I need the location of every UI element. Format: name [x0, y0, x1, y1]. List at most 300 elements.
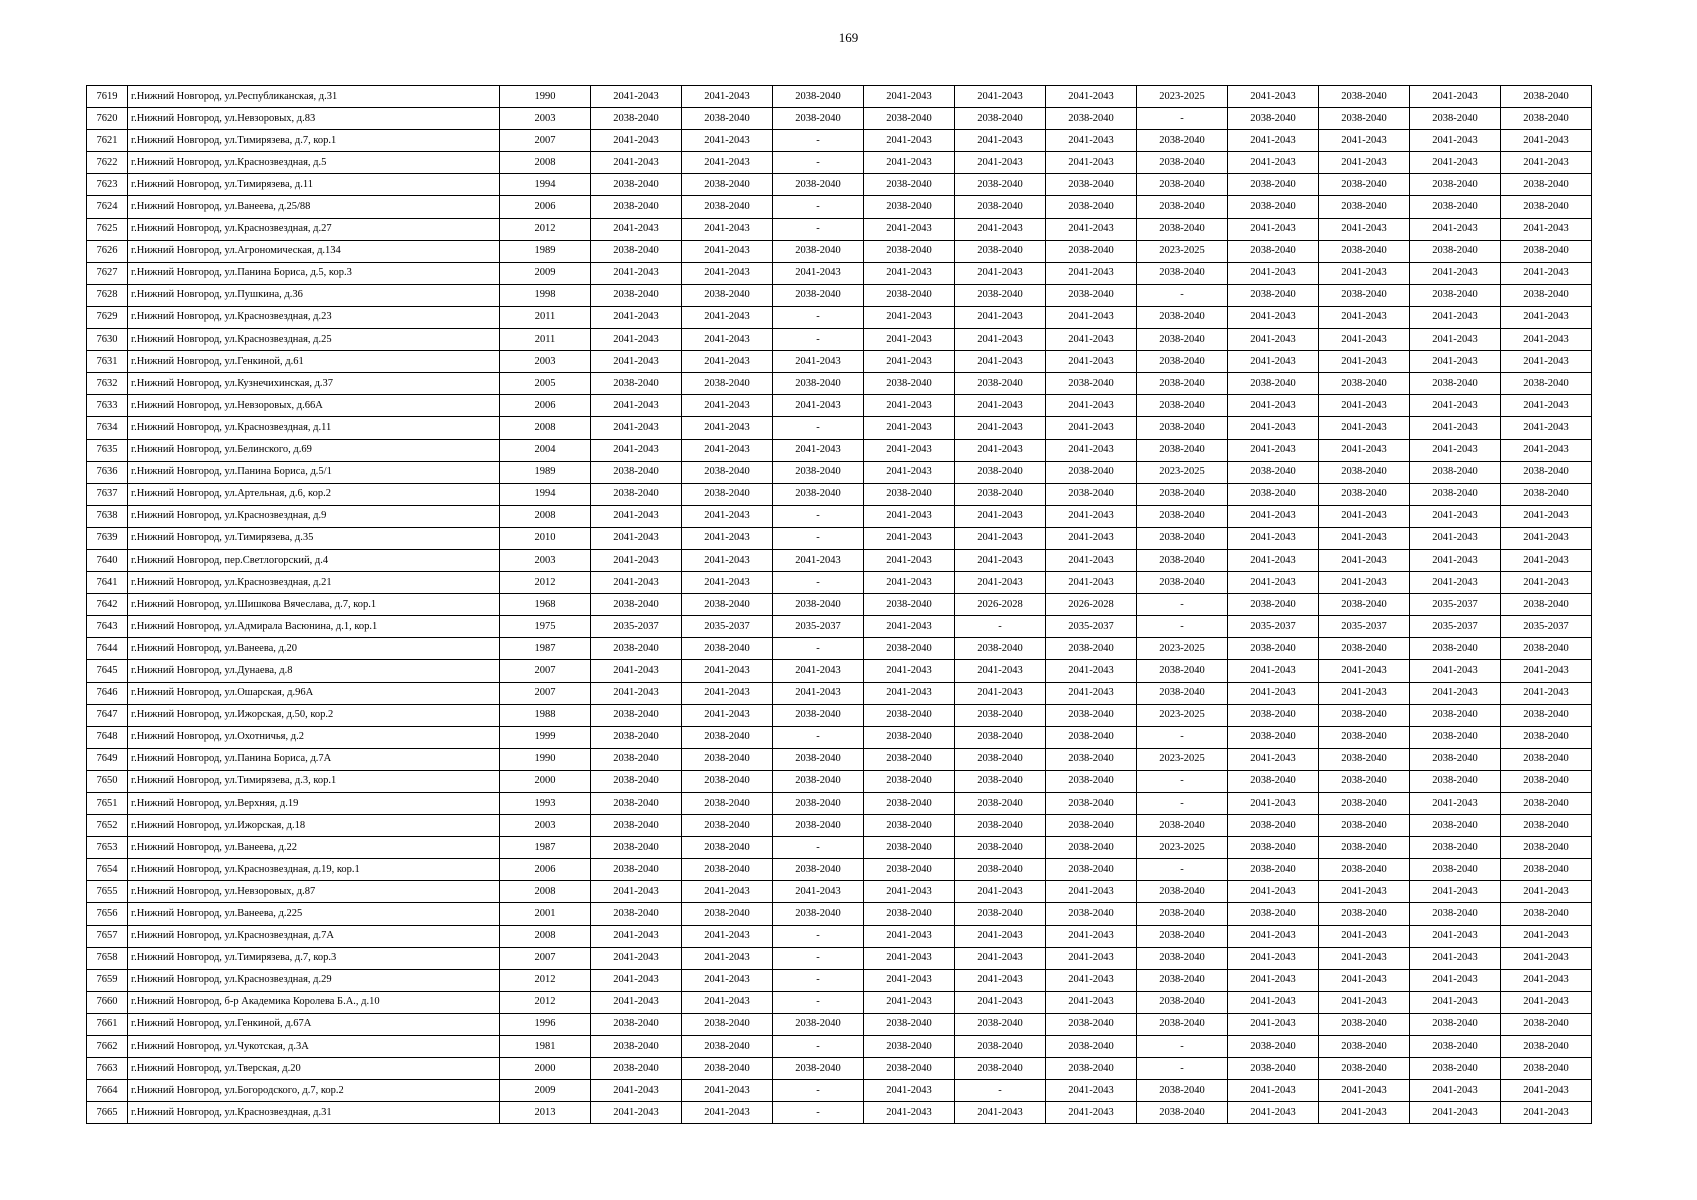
period-cell: 2041-2043: [864, 461, 955, 483]
period-cell: 2038-2040: [955, 284, 1046, 306]
period-cell: 2041-2043: [1410, 130, 1501, 152]
table-row: [87, 218, 1592, 240]
period-cell: 2041-2043: [591, 1102, 682, 1124]
period-cell: -: [773, 1102, 864, 1124]
period-cell: 2041-2043: [682, 395, 773, 417]
period-cell: 2038-2040: [682, 196, 773, 218]
year-cell: 2003: [500, 815, 591, 837]
period-cell: 2038-2040: [864, 815, 955, 837]
period-cell: 2041-2043: [1410, 549, 1501, 571]
row-number-cell: 7621: [87, 130, 128, 152]
period-cell: 2038-2040: [1319, 903, 1410, 925]
period-cell: 2038-2040: [1501, 638, 1592, 660]
period-cell: 2041-2043: [682, 86, 773, 108]
period-cell: 2041-2043: [955, 527, 1046, 549]
period-cell: 2038-2040: [591, 748, 682, 770]
period-cell: 2038-2040: [1046, 196, 1137, 218]
period-cell: 2038-2040: [1501, 1013, 1592, 1035]
year-cell: 1981: [500, 1036, 591, 1058]
period-cell: 2038-2040: [1046, 748, 1137, 770]
year-cell: 1994: [500, 174, 591, 196]
period-cell: 2041-2043: [682, 660, 773, 682]
year-cell: 1994: [500, 483, 591, 505]
period-cell: 2041-2043: [1228, 130, 1319, 152]
period-cell: 2038-2040: [864, 373, 955, 395]
period-cell: 2041-2043: [864, 947, 955, 969]
year-cell: 2003: [500, 549, 591, 571]
period-cell: 2038-2040: [1137, 1013, 1228, 1035]
period-cell: 2038-2040: [1319, 174, 1410, 196]
year-cell: 2008: [500, 925, 591, 947]
row-number-cell: 7631: [87, 351, 128, 373]
address-cell: г.Нижний Новгород, ул.Ижорская, д.18: [128, 815, 500, 837]
table-row: [87, 837, 1592, 859]
table-row: [87, 483, 1592, 505]
year-cell: 2011: [500, 306, 591, 328]
row-number-cell: 7662: [87, 1036, 128, 1058]
period-cell: 2041-2043: [591, 505, 682, 527]
row-number-cell: 7659: [87, 969, 128, 991]
period-cell: 2038-2040: [1228, 815, 1319, 837]
period-cell: -: [773, 505, 864, 527]
period-cell: 2041-2043: [1501, 1080, 1592, 1102]
table-row: [87, 572, 1592, 594]
row-number-cell: 7652: [87, 815, 128, 837]
row-number-cell: 7638: [87, 505, 128, 527]
period-cell: 2041-2043: [1319, 1080, 1410, 1102]
period-cell: 2038-2040: [773, 793, 864, 815]
period-cell: 2038-2040: [1046, 638, 1137, 660]
period-cell: 2038-2040: [1410, 196, 1501, 218]
period-cell: 2038-2040: [591, 1036, 682, 1058]
address-cell: г.Нижний Новгород, ул.Верхняя, д.19: [128, 793, 500, 815]
period-cell: 2038-2040: [773, 770, 864, 792]
period-cell: 2038-2040: [1501, 284, 1592, 306]
period-cell: 2038-2040: [591, 726, 682, 748]
period-cell: 2041-2043: [864, 991, 955, 1013]
period-cell: 2041-2043: [1319, 991, 1410, 1013]
period-cell: 2041-2043: [955, 682, 1046, 704]
row-number-cell: 7656: [87, 903, 128, 925]
row-number-cell: 7642: [87, 594, 128, 616]
period-cell: 2038-2040: [864, 1036, 955, 1058]
period-cell: 2038-2040: [1501, 793, 1592, 815]
period-cell: 2038-2040: [955, 108, 1046, 130]
period-cell: 2041-2043: [591, 1080, 682, 1102]
address-cell: г.Нижний Новгород, ул.Краснозвездная, д.9: [128, 505, 500, 527]
row-number-cell: 7646: [87, 682, 128, 704]
period-cell: 2038-2040: [773, 284, 864, 306]
year-cell: 2006: [500, 859, 591, 881]
period-cell: 2038-2040: [682, 284, 773, 306]
period-cell: 2038-2040: [1046, 284, 1137, 306]
period-cell: 2041-2043: [864, 682, 955, 704]
period-cell: 2038-2040: [773, 704, 864, 726]
table-row: [87, 417, 1592, 439]
period-cell: 2041-2043: [955, 439, 1046, 461]
period-cell: 2041-2043: [1228, 351, 1319, 373]
period-cell: 2041-2043: [1228, 925, 1319, 947]
period-cell: 2038-2040: [1228, 483, 1319, 505]
period-cell: 2041-2043: [1501, 572, 1592, 594]
address-cell: г.Нижний Новгород, ул.Дунаева, д.8: [128, 660, 500, 682]
period-cell: 2041-2043: [1046, 218, 1137, 240]
period-cell: 2038-2040: [773, 859, 864, 881]
year-cell: 2006: [500, 395, 591, 417]
period-cell: 2041-2043: [864, 572, 955, 594]
period-cell: 2038-2040: [682, 903, 773, 925]
period-cell: 2041-2043: [1228, 881, 1319, 903]
row-number-cell: 7619: [87, 86, 128, 108]
row-number-cell: 7648: [87, 726, 128, 748]
period-cell: 2035-2037: [1410, 616, 1501, 638]
row-number-cell: 7627: [87, 262, 128, 284]
period-cell: 2041-2043: [1501, 306, 1592, 328]
period-cell: 2038-2040: [591, 284, 682, 306]
period-cell: 2035-2037: [1228, 616, 1319, 638]
period-cell: 2038-2040: [955, 859, 1046, 881]
period-cell: 2041-2043: [1410, 881, 1501, 903]
period-cell: 2038-2040: [773, 108, 864, 130]
period-cell: 2041-2043: [1046, 306, 1137, 328]
table-row: [87, 1036, 1592, 1058]
period-cell: 2041-2043: [591, 925, 682, 947]
period-cell: 2038-2040: [682, 793, 773, 815]
period-cell: 2038-2040: [773, 483, 864, 505]
period-cell: 2041-2043: [1319, 682, 1410, 704]
address-cell: г.Нижний Новгород, ул.Тимирязева, д.7, кор.3: [128, 947, 500, 969]
period-cell: 2038-2040: [1228, 1058, 1319, 1080]
period-cell: 2041-2043: [682, 351, 773, 373]
period-cell: 2023-2025: [1137, 638, 1228, 660]
period-cell: 2041-2043: [1501, 947, 1592, 969]
row-number-cell: 7624: [87, 196, 128, 218]
period-cell: 2041-2043: [955, 1102, 1046, 1124]
period-cell: 2038-2040: [682, 461, 773, 483]
period-cell: 2038-2040: [1228, 1036, 1319, 1058]
period-cell: 2038-2040: [1228, 108, 1319, 130]
period-cell: 2041-2043: [1319, 660, 1410, 682]
period-cell: 2038-2040: [1410, 837, 1501, 859]
year-cell: 1993: [500, 793, 591, 815]
period-cell: 2035-2037: [591, 616, 682, 638]
period-cell: 2041-2043: [1046, 417, 1137, 439]
year-cell: 1987: [500, 638, 591, 660]
period-cell: 2038-2040: [1137, 925, 1228, 947]
row-number-cell: 7634: [87, 417, 128, 439]
period-cell: 2038-2040: [1228, 704, 1319, 726]
period-cell: 2038-2040: [1501, 770, 1592, 792]
period-cell: -: [773, 837, 864, 859]
period-cell: 2038-2040: [864, 594, 955, 616]
period-cell: 2041-2043: [1410, 351, 1501, 373]
period-cell: 2038-2040: [955, 815, 1046, 837]
period-cell: 2038-2040: [773, 461, 864, 483]
period-cell: 2038-2040: [955, 1013, 1046, 1035]
period-cell: 2041-2043: [1319, 262, 1410, 284]
table-row: [87, 284, 1592, 306]
period-cell: 2038-2040: [773, 86, 864, 108]
period-cell: 2038-2040: [1137, 505, 1228, 527]
period-cell: 2038-2040: [1501, 837, 1592, 859]
period-cell: 2038-2040: [1137, 660, 1228, 682]
period-cell: 2041-2043: [864, 660, 955, 682]
period-cell: 2041-2043: [1228, 329, 1319, 351]
period-cell: 2041-2043: [1319, 439, 1410, 461]
table-row: [87, 262, 1592, 284]
period-cell: 2041-2043: [1410, 682, 1501, 704]
period-cell: 2038-2040: [1137, 881, 1228, 903]
period-cell: 2038-2040: [864, 1058, 955, 1080]
period-cell: 2038-2040: [955, 704, 1046, 726]
row-number-cell: 7639: [87, 527, 128, 549]
period-cell: 2041-2043: [1501, 660, 1592, 682]
building-repair-schedule-table: [86, 85, 1592, 1124]
year-cell: 2012: [500, 572, 591, 594]
period-cell: 2038-2040: [1410, 859, 1501, 881]
table-body: [87, 86, 1592, 1124]
address-cell: г.Нижний Новгород, ул.Тимирязева, д.35: [128, 527, 500, 549]
period-cell: 2041-2043: [1410, 1102, 1501, 1124]
period-cell: 2041-2043: [1228, 527, 1319, 549]
year-cell: 1998: [500, 284, 591, 306]
year-cell: 2003: [500, 108, 591, 130]
year-cell: 2008: [500, 417, 591, 439]
period-cell: 2041-2043: [1228, 306, 1319, 328]
period-cell: 2041-2043: [682, 925, 773, 947]
year-cell: 2000: [500, 1058, 591, 1080]
table-row: [87, 152, 1592, 174]
period-cell: 2041-2043: [1319, 395, 1410, 417]
row-number-cell: 7655: [87, 881, 128, 903]
period-cell: 2038-2040: [955, 903, 1046, 925]
table-row: [87, 108, 1592, 130]
period-cell: 2038-2040: [591, 196, 682, 218]
period-cell: 2041-2043: [1319, 351, 1410, 373]
period-cell: 2041-2043: [864, 86, 955, 108]
period-cell: 2038-2040: [1137, 439, 1228, 461]
address-cell: г.Нижний Новгород, ул.Ванеева, д.225: [128, 903, 500, 925]
table-row: [87, 616, 1592, 638]
period-cell: 2041-2043: [1319, 549, 1410, 571]
period-cell: 2041-2043: [1046, 969, 1137, 991]
period-cell: -: [955, 616, 1046, 638]
period-cell: 2038-2040: [1046, 1058, 1137, 1080]
period-cell: 2041-2043: [1228, 152, 1319, 174]
period-cell: 2038-2040: [591, 373, 682, 395]
period-cell: 2041-2043: [1228, 549, 1319, 571]
period-cell: 2041-2043: [682, 1102, 773, 1124]
period-cell: 2041-2043: [1410, 505, 1501, 527]
period-cell: 2041-2043: [682, 704, 773, 726]
period-cell: 2041-2043: [1501, 218, 1592, 240]
row-number-cell: 7647: [87, 704, 128, 726]
period-cell: 2041-2043: [1319, 881, 1410, 903]
period-cell: -: [1137, 726, 1228, 748]
period-cell: 2038-2040: [955, 174, 1046, 196]
period-cell: 2041-2043: [1319, 505, 1410, 527]
period-cell: -: [773, 1080, 864, 1102]
period-cell: 2041-2043: [682, 505, 773, 527]
period-cell: 2038-2040: [1410, 726, 1501, 748]
period-cell: 2038-2040: [773, 240, 864, 262]
period-cell: 2038-2040: [1410, 240, 1501, 262]
table-row: [87, 527, 1592, 549]
period-cell: 2038-2040: [1410, 815, 1501, 837]
period-cell: 2041-2043: [864, 505, 955, 527]
row-number-cell: 7660: [87, 991, 128, 1013]
period-cell: 2041-2043: [682, 881, 773, 903]
period-cell: 2038-2040: [864, 108, 955, 130]
row-number-cell: 7663: [87, 1058, 128, 1080]
period-cell: 2041-2043: [864, 306, 955, 328]
period-cell: 2041-2043: [1046, 572, 1137, 594]
address-cell: г.Нижний Новгород, ул.Краснозвездная, д.23: [128, 306, 500, 328]
period-cell: 2041-2043: [1501, 1102, 1592, 1124]
table-row: [87, 461, 1592, 483]
period-cell: 2035-2037: [1319, 616, 1410, 638]
period-cell: 2038-2040: [591, 1013, 682, 1035]
period-cell: 2038-2040: [1410, 1058, 1501, 1080]
period-cell: 2038-2040: [1046, 793, 1137, 815]
period-cell: 2041-2043: [864, 1102, 955, 1124]
period-cell: 2041-2043: [773, 395, 864, 417]
period-cell: 2041-2043: [682, 947, 773, 969]
period-cell: 2041-2043: [1228, 793, 1319, 815]
year-cell: 1999: [500, 726, 591, 748]
period-cell: 2038-2040: [682, 483, 773, 505]
period-cell: 2038-2040: [1228, 196, 1319, 218]
period-cell: 2023-2025: [1137, 86, 1228, 108]
period-cell: 2038-2040: [1410, 461, 1501, 483]
period-cell: 2038-2040: [864, 240, 955, 262]
row-number-cell: 7630: [87, 329, 128, 351]
address-cell: г.Нижний Новгород, ул.Краснозвездная, д.5: [128, 152, 500, 174]
period-cell: -: [773, 196, 864, 218]
period-cell: -: [1137, 793, 1228, 815]
period-cell: 2041-2043: [1228, 439, 1319, 461]
period-cell: 2041-2043: [591, 660, 682, 682]
period-cell: 2041-2043: [1501, 969, 1592, 991]
period-cell: 2038-2040: [682, 770, 773, 792]
period-cell: 2041-2043: [1319, 1102, 1410, 1124]
period-cell: 2038-2040: [864, 284, 955, 306]
period-cell: 2038-2040: [591, 903, 682, 925]
period-cell: 2038-2040: [864, 726, 955, 748]
address-cell: г.Нижний Новгород, ул.Краснозвездная, д.27: [128, 218, 500, 240]
period-cell: 2041-2043: [1046, 505, 1137, 527]
period-cell: 2038-2040: [591, 1058, 682, 1080]
period-cell: 2041-2043: [955, 130, 1046, 152]
period-cell: 2038-2040: [1137, 130, 1228, 152]
period-cell: 2038-2040: [1228, 903, 1319, 925]
period-cell: 2041-2043: [1046, 329, 1137, 351]
row-number-cell: 7658: [87, 947, 128, 969]
period-cell: 2041-2043: [955, 86, 1046, 108]
year-cell: 1996: [500, 1013, 591, 1035]
period-cell: 2041-2043: [682, 130, 773, 152]
period-cell: 2026-2028: [955, 594, 1046, 616]
period-cell: 2041-2043: [1410, 925, 1501, 947]
period-cell: 2038-2040: [864, 770, 955, 792]
year-cell: 2008: [500, 881, 591, 903]
period-cell: 2041-2043: [1046, 881, 1137, 903]
period-cell: 2041-2043: [955, 991, 1046, 1013]
period-cell: 2041-2043: [1228, 660, 1319, 682]
period-cell: 2038-2040: [1046, 770, 1137, 792]
period-cell: 2038-2040: [1228, 461, 1319, 483]
table-row: [87, 549, 1592, 571]
period-cell: 2041-2043: [955, 947, 1046, 969]
period-cell: 2038-2040: [1319, 461, 1410, 483]
period-cell: 2041-2043: [591, 549, 682, 571]
period-cell: 2035-2037: [773, 616, 864, 638]
period-cell: 2041-2043: [1046, 130, 1137, 152]
period-cell: 2038-2040: [1228, 837, 1319, 859]
period-cell: 2041-2043: [1319, 417, 1410, 439]
period-cell: 2038-2040: [1319, 1013, 1410, 1035]
period-cell: 2038-2040: [1410, 1013, 1501, 1035]
address-cell: г.Нижний Новгород, ул.Ванеева, д.22: [128, 837, 500, 859]
period-cell: 2041-2043: [591, 947, 682, 969]
period-cell: 2038-2040: [864, 1013, 955, 1035]
period-cell: -: [1137, 1036, 1228, 1058]
address-cell: г.Нижний Новгород, ул.Тимирязева, д.11: [128, 174, 500, 196]
period-cell: 2041-2043: [1501, 262, 1592, 284]
row-number-cell: 7651: [87, 793, 128, 815]
period-cell: 2038-2040: [1228, 726, 1319, 748]
period-cell: 2041-2043: [1501, 505, 1592, 527]
period-cell: 2035-2037: [1501, 616, 1592, 638]
table-row: [87, 903, 1592, 925]
period-cell: 2041-2043: [682, 682, 773, 704]
period-cell: 2038-2040: [682, 174, 773, 196]
address-cell: г.Нижний Новгород, ул.Адмирала Васюнина, д.1, кор.1: [128, 616, 500, 638]
period-cell: 2041-2043: [1501, 395, 1592, 417]
year-cell: 2001: [500, 903, 591, 925]
period-cell: 2041-2043: [1228, 748, 1319, 770]
period-cell: 2041-2043: [1501, 527, 1592, 549]
period-cell: 2041-2043: [682, 306, 773, 328]
year-cell: 2012: [500, 969, 591, 991]
period-cell: 2041-2043: [682, 218, 773, 240]
period-cell: 2038-2040: [1137, 218, 1228, 240]
period-cell: 2041-2043: [1046, 991, 1137, 1013]
period-cell: 2038-2040: [864, 483, 955, 505]
period-cell: 2041-2043: [955, 262, 1046, 284]
period-cell: 2041-2043: [955, 969, 1046, 991]
period-cell: 2038-2040: [955, 748, 1046, 770]
period-cell: 2038-2040: [955, 793, 1046, 815]
address-cell: г.Нижний Новгород, ул.Шишкова Вячеслава, д.7, кор.1: [128, 594, 500, 616]
period-cell: 2038-2040: [864, 837, 955, 859]
period-cell: -: [1137, 594, 1228, 616]
table-row: [87, 969, 1592, 991]
period-cell: 2041-2043: [1228, 218, 1319, 240]
period-cell: 2038-2040: [1501, 1036, 1592, 1058]
period-cell: 2041-2043: [591, 86, 682, 108]
period-cell: 2038-2040: [1410, 174, 1501, 196]
period-cell: 2038-2040: [682, 108, 773, 130]
period-cell: 2041-2043: [1228, 417, 1319, 439]
table-row: [87, 793, 1592, 815]
table-row: [87, 174, 1592, 196]
period-cell: 2038-2040: [1228, 284, 1319, 306]
period-cell: 2041-2043: [1501, 152, 1592, 174]
period-cell: 2038-2040: [1319, 704, 1410, 726]
period-cell: 2038-2040: [682, 1036, 773, 1058]
row-number-cell: 7626: [87, 240, 128, 262]
